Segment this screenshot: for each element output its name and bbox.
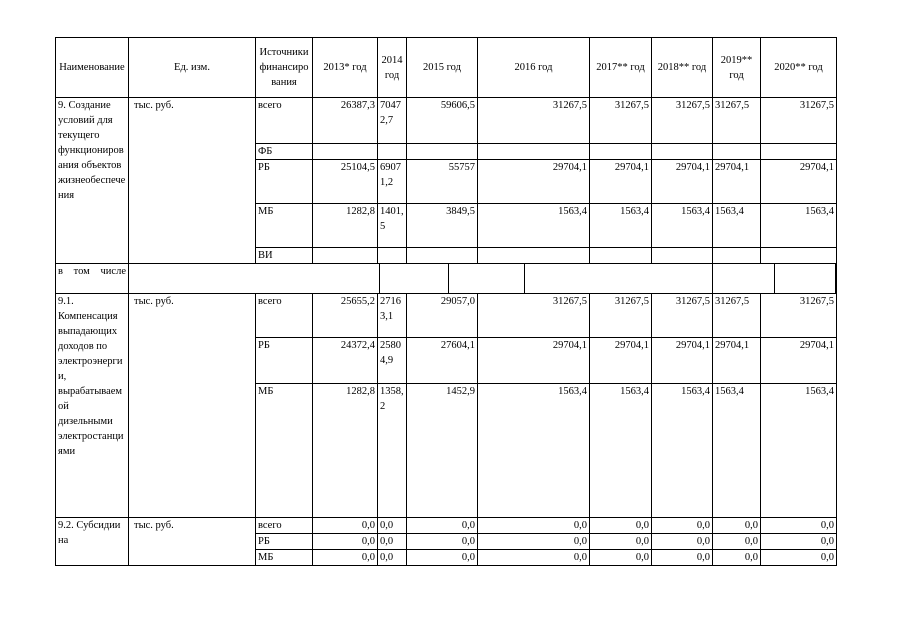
value-cell: 0,0 (407, 550, 478, 566)
value-cell: 29704,1 (652, 338, 713, 384)
budget-table-document (55, 37, 836, 567)
header-2016: 2016 год (478, 38, 590, 98)
value-cell: 29704,1 (713, 338, 761, 384)
value-cell: 1563,4 (590, 384, 652, 518)
header-2017: 2017** год (590, 38, 652, 98)
value-cell: 0,0 (713, 534, 761, 550)
value-cell: 29704,1 (761, 160, 837, 204)
value-cell: 69071,2 (378, 160, 407, 204)
value-cell: 29704,1 (761, 338, 837, 384)
value-cell: 0,0 (590, 518, 652, 534)
value-cell (313, 144, 378, 160)
value-cell: 1282,8 (313, 384, 378, 518)
value-cell: 59606,5 (407, 98, 478, 144)
value-cell (761, 144, 837, 160)
header-2020: 2020** год (761, 38, 837, 98)
value-cell: 31267,5 (713, 294, 761, 338)
section-9-1-unit: тыс. руб. (129, 294, 256, 518)
value-cell: 0,0 (761, 534, 837, 550)
header-2013: 2013* год (313, 38, 378, 98)
value-cell: 0,0 (407, 534, 478, 550)
including-label: в том числе (56, 264, 129, 294)
value-cell: 29704,1 (652, 160, 713, 204)
value-cell: 0,0 (713, 550, 761, 566)
source-cell: МБ (256, 550, 313, 566)
header-2019: 2019** год (713, 38, 761, 98)
value-cell: 0,0 (378, 534, 407, 550)
value-cell: 29704,1 (478, 160, 590, 204)
value-cell (713, 144, 761, 160)
source-cell: всего (256, 294, 313, 338)
value-cell: 0,0 (378, 550, 407, 566)
value-cell (590, 144, 652, 160)
header-source: Источники финансирования (256, 38, 313, 98)
value-cell: 1563,4 (478, 384, 590, 518)
source-cell: ВИ (256, 248, 313, 264)
value-cell: 0,0 (652, 550, 713, 566)
source-cell: всего (256, 518, 313, 534)
value-cell: 24372,4 (313, 338, 378, 384)
value-cell: 70472,7 (378, 98, 407, 144)
value-cell: 31267,5 (761, 98, 837, 144)
value-cell (478, 144, 590, 160)
value-cell: 25655,2 (313, 294, 378, 338)
header-row (56, 38, 837, 98)
value-cell: 31267,5 (478, 98, 590, 144)
value-cell: 3849,5 (407, 204, 478, 248)
value-cell: 1358,2 (378, 384, 407, 518)
value-cell: 31267,5 (761, 294, 837, 338)
value-cell: 27604,1 (407, 338, 478, 384)
budget-table (55, 37, 837, 566)
value-cell (407, 144, 478, 160)
value-cell: 1282,8 (313, 204, 378, 248)
source-cell: МБ (256, 384, 313, 518)
value-cell (652, 248, 713, 264)
value-cell: 1563,4 (478, 204, 590, 248)
section-9-2-title: 9.2. Субсидии на (56, 518, 129, 566)
value-cell: 0,0 (761, 518, 837, 534)
value-cell: 0,0 (590, 534, 652, 550)
value-cell: 31267,5 (590, 98, 652, 144)
value-cell: 1563,4 (590, 204, 652, 248)
value-cell: 0,0 (313, 550, 378, 566)
value-cell (590, 248, 652, 264)
source-cell: всего (256, 98, 313, 144)
value-cell: 0,0 (761, 550, 837, 566)
table-row (56, 294, 837, 338)
section-9-2-unit: тыс. руб. (129, 518, 256, 566)
source-cell: ФБ (256, 144, 313, 160)
source-cell: МБ (256, 204, 313, 248)
value-cell: 0,0 (713, 518, 761, 534)
value-cell (478, 248, 590, 264)
source-cell: РБ (256, 160, 313, 204)
header-2015: 2015 год (407, 38, 478, 98)
value-cell: 0,0 (313, 534, 378, 550)
value-cell: 0,0 (478, 534, 590, 550)
section-9-1-title: 9.1. Компенсация выпадающих доходов по электроэнергии, вырабатываемой дизельными электростанциями (56, 294, 129, 518)
value-cell: 29704,1 (478, 338, 590, 384)
value-cell: 25104,5 (313, 160, 378, 204)
value-cell: 1563,4 (652, 204, 713, 248)
value-cell: 29704,1 (590, 160, 652, 204)
including-row (56, 264, 837, 294)
value-cell: 31267,5 (652, 98, 713, 144)
value-cell: 26387,3 (313, 98, 378, 144)
value-cell: 1563,4 (713, 384, 761, 518)
value-cell: 55757 (407, 160, 478, 204)
value-cell: 31267,5 (590, 294, 652, 338)
value-cell: 0,0 (378, 518, 407, 534)
value-cell: 1401,5 (378, 204, 407, 248)
value-cell: 1563,4 (761, 204, 837, 248)
header-name: Наименование (56, 38, 129, 98)
value-cell: 1563,4 (761, 384, 837, 518)
table-row (56, 98, 837, 144)
value-cell (313, 248, 378, 264)
value-cell: 31267,5 (652, 294, 713, 338)
value-cell (407, 248, 478, 264)
value-cell: 31267,5 (478, 294, 590, 338)
value-cell: 25804,9 (378, 338, 407, 384)
source-cell: РБ (256, 534, 313, 550)
header-unit: Ед. изм. (129, 38, 256, 98)
value-cell (713, 248, 761, 264)
source-cell: РБ (256, 338, 313, 384)
value-cell: 31267,5 (713, 98, 761, 144)
value-cell: 0,0 (407, 518, 478, 534)
value-cell: 1563,4 (713, 204, 761, 248)
value-cell: 29704,1 (590, 338, 652, 384)
value-cell: 0,0 (478, 518, 590, 534)
value-cell (378, 248, 407, 264)
value-cell (761, 248, 837, 264)
value-cell: 0,0 (313, 518, 378, 534)
value-cell: 29057,0 (407, 294, 478, 338)
value-cell: 0,0 (590, 550, 652, 566)
table-row (56, 518, 837, 534)
value-cell: 0,0 (652, 534, 713, 550)
value-cell: 1563,4 (652, 384, 713, 518)
value-cell: 0,0 (652, 518, 713, 534)
value-cell (378, 144, 407, 160)
header-2018: 2018** год (652, 38, 713, 98)
value-cell: 1452,9 (407, 384, 478, 518)
value-cell: 27163,1 (378, 294, 407, 338)
including-blank (129, 264, 837, 294)
value-cell: 29704,1 (713, 160, 761, 204)
section-9-unit: тыс. руб. (129, 98, 256, 264)
value-cell (652, 144, 713, 160)
header-2014: 2014 год (378, 38, 407, 98)
value-cell: 0,0 (478, 550, 590, 566)
section-9-title: 9. Создание условий для текущего функционирования объектов жизнеобеспечения (56, 98, 129, 264)
